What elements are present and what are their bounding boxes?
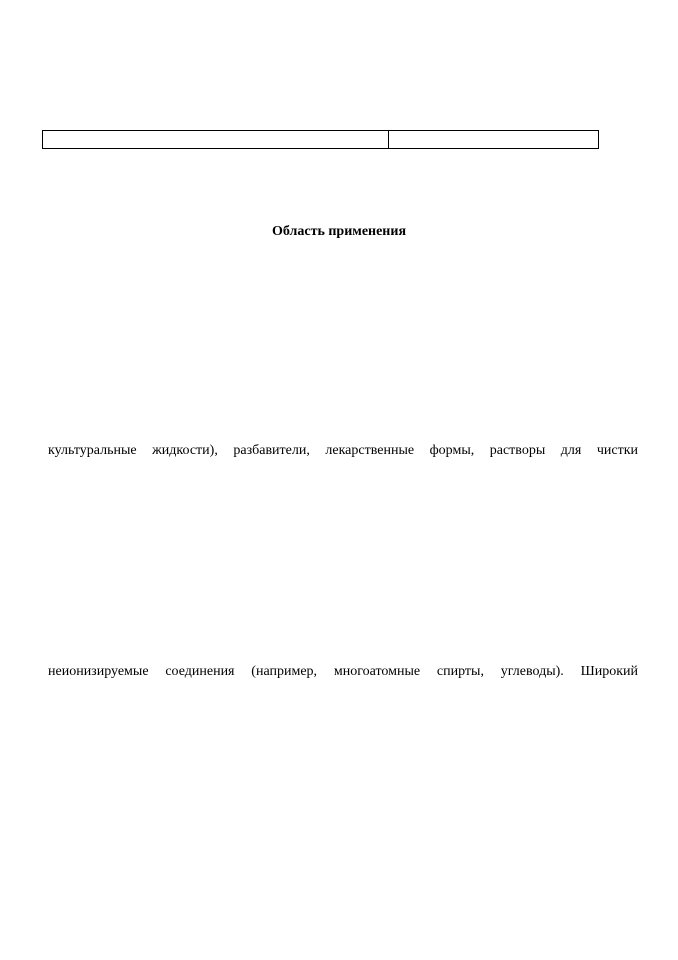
section-title: Область применения [271,224,407,239]
body-text-line: неионизируемые соединения (например, многоатомные спирты, углеводы). Широкий [48,664,638,679]
header-table-row [43,131,599,149]
header-table-cell-left [43,131,389,149]
body-text-line: культуральные жидкости), разбавители, лекарственные формы, растворы для чистки [48,443,638,458]
header-table-cell-right [389,131,599,149]
header-table [42,130,599,149]
